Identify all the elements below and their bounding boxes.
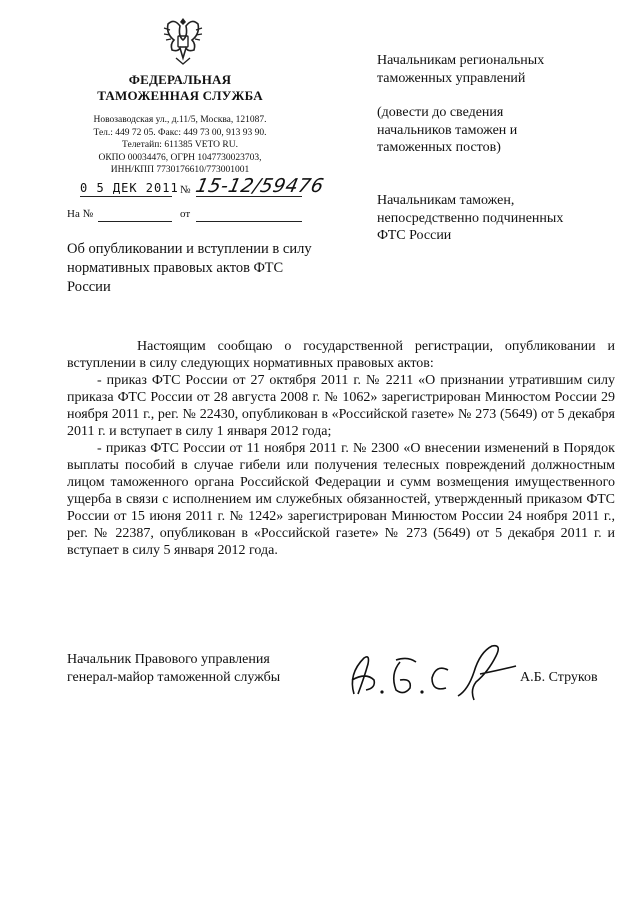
- reply-underline: [98, 221, 172, 222]
- agency-line-1: ФЕДЕРАЛЬНАЯ: [128, 72, 232, 87]
- addressee-group-2: [377, 192, 617, 245]
- outgoing-number: 15-12/59476: [193, 175, 326, 197]
- addressee-note-line: (довести до сведения: [377, 105, 504, 120]
- addressee-note-line: таможенных постов): [377, 140, 501, 155]
- number-underline: [196, 196, 302, 197]
- address-line: Новозаводская ул., д.11/5, Москва, 121087.: [93, 115, 267, 125]
- signer-title: [67, 651, 327, 687]
- addressee-group-1: [377, 52, 617, 87]
- signer-name: А.Б. Струков: [520, 670, 598, 685]
- address-line: ИНН/КПП 7730176610/773001001: [110, 165, 250, 175]
- address-line: Тел.: 449 72 05. Факс: 449 73 00, 913 93 90.: [93, 127, 267, 138]
- signer-title-line-2: генерал-майор таможенной службы: [67, 670, 281, 685]
- addressee-line: таможенных управлений: [377, 70, 526, 86]
- agency-line-2: ТАМОЖЕННАЯ СЛУЖБА: [97, 88, 263, 103]
- body-intro: Настоящим сообщаю о государственной регистрации, опубликовании и вступлении в силу следующих нормативных правовых актов:: [67, 339, 615, 371]
- letter-body: [67, 338, 615, 559]
- agency-name: [70, 72, 290, 104]
- addressee-note: [377, 104, 617, 157]
- date-stamp: 0 5 ДЕК 2011: [80, 181, 179, 195]
- agency-address: [60, 114, 300, 177]
- addressee-note-line: начальников таможен и: [377, 122, 518, 138]
- body-item-1: - приказ ФТС России от 27 октября 2011 г. № 2211 «О признании утратившим силу приказа ФТС России от 28 августа 2008 г. № 1062» зарегистрирован Минюстом России 29 ноября 2011 г., рег. № 22430, опубликован в «Российской газете» № 273 (5649) от 5 декабря 2011 г. и вступает в силу 1 января 2012 года;: [67, 373, 615, 439]
- reply-label: На №: [67, 208, 94, 220]
- handwritten-signature-icon: [340, 640, 530, 710]
- date-underline: [80, 196, 172, 197]
- address-line: ОКПО 00034476, ОГРН 1047730023703,: [98, 152, 262, 163]
- signer-title-line-1: Начальник Правового управления: [67, 652, 270, 667]
- addressee-line: ФТС России: [377, 228, 452, 243]
- number-label: №: [180, 184, 191, 196]
- body-item-2: - приказ ФТС России от 11 ноября 2011 г. № 2300 «О внесении изменений в Порядок выплаты пособий в случае гибели или получения телесных повреждений должностным лицом таможенного органа Российской Федерации и сумм возмещения имущественного ущерба в связи с исполнением им служебных обязанностей, утвержденный приказом ФТС России от 15 июня 2011 г. № 1242» зарегистрирован Минюстом России 24 ноября 2011 г., рег. № 22387, опубликован в «Российской газете» № 273 (5649) от 5 декабря 2011 г. и вступает в силу 5 января 2012 года.: [67, 441, 615, 558]
- subject: Об опубликовании и вступлении в силу нормативных правовых актов ФТС России: [67, 241, 312, 295]
- addressee-line: Начальникам региональных: [377, 53, 545, 68]
- coat-of-arms-icon: [160, 14, 206, 68]
- addressee-line: Начальникам таможен,: [377, 193, 515, 208]
- from-underline: [196, 221, 302, 222]
- address-line: Телетайп: 611385 VETO RU.: [122, 140, 238, 150]
- addressee-line: непосредственно подчиненных: [377, 210, 564, 226]
- from-label: от: [180, 208, 191, 220]
